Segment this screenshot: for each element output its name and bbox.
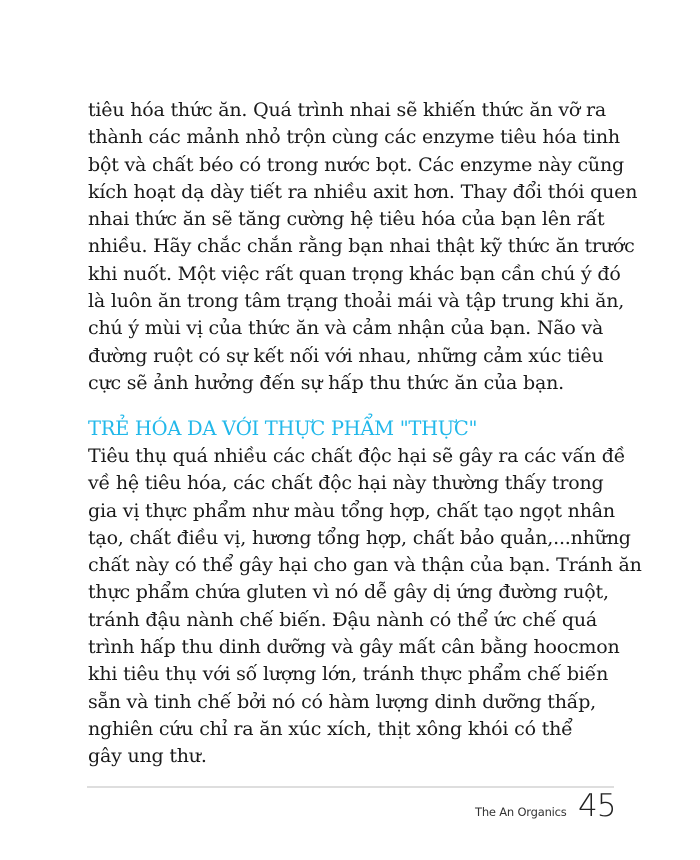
footer-brand: The An Organics — [475, 805, 567, 819]
paragraph-digestion — [88, 97, 648, 397]
text-line: nghiên cứu chỉ ra ăn xúc xích, thịt xông khói có thể — [88, 717, 573, 740]
text-line: nhiều. Hãy chắc chắn rằng bạn nhai thật kỹ thức ăn trước — [88, 235, 635, 258]
footer-divider — [87, 786, 614, 788]
text-line: khi tiêu thụ với số lượng lớn, tránh thực phẩm chế biến — [88, 663, 609, 686]
text-line: thực phẩm chứa gluten vì nó dễ gây dị ứng đường ruột, — [88, 581, 609, 604]
text-line: sẵn và tinh chế bởi nó có hàm lượng dinh dưỡng thấp, — [88, 690, 596, 713]
text-line: là luôn ăn trong tâm trạng thoải mái và tập trung khi ăn, — [88, 290, 625, 313]
text-line: gây ung thư. — [88, 745, 207, 768]
text-line: trình hấp thu dinh dưỡng và gây mất cân bằng hoocmon — [88, 636, 620, 659]
text-line: bột và chất béo có trong nước bọt. Các enzyme này cũng — [88, 153, 624, 176]
text-line: tránh đậu nành chế biến. Đậu nành có thể ức chế quá — [88, 608, 598, 631]
text-line: chất này có thể gây hại cho gan và thận của bạn. Tránh ăn — [88, 554, 642, 577]
text-line: Tiêu thụ quá nhiều các chất độc hại sẽ gây ra các vấn đề — [88, 445, 626, 467]
text-line: gia vị thực phẩm như màu tổng hợp, chất tạo ngọt nhân — [88, 499, 615, 522]
text-line: về hệ tiêu hóa, các chất độc hại này thường thấy trong — [88, 472, 604, 495]
text-line: kích hoạt dạ dày tiết ra nhiều axit hơn. Thay đổi thói quen — [88, 180, 638, 203]
section-heading: TRẺ HÓA DA VỚI THỰC PHẨM "THỰC" — [88, 417, 478, 440]
text-line: chú ý mùi vị của thức ăn và cảm nhận của bạn. Não và — [88, 317, 604, 340]
paragraph-real-food — [88, 443, 648, 771]
text-line: đường ruột có sự kết nối với nhau, những cảm xúc tiêu — [88, 344, 604, 367]
text-line: tạo, chất điều vị, hương tổng hợp, chất bảo quản,...những — [88, 526, 631, 549]
text-line: nhai thức ăn sẽ tăng cường hệ tiêu hóa của bạn lên rất — [88, 208, 605, 231]
text-line: khi nuốt. Một việc rất quan trọng khác bạn cần chú ý đó — [88, 262, 621, 285]
text-line: tiêu hóa thức ăn. Quá trình nhai sẽ khiến thức ăn vỡ ra — [88, 99, 606, 121]
text-line: cực sẽ ảnh hưởng đến sự hấp thu thức ăn của bạn. — [88, 371, 564, 394]
text-line: thành các mảnh nhỏ trộn cùng các enzyme tiêu hóa tinh — [88, 126, 620, 149]
page-number: 45 — [578, 788, 616, 824]
